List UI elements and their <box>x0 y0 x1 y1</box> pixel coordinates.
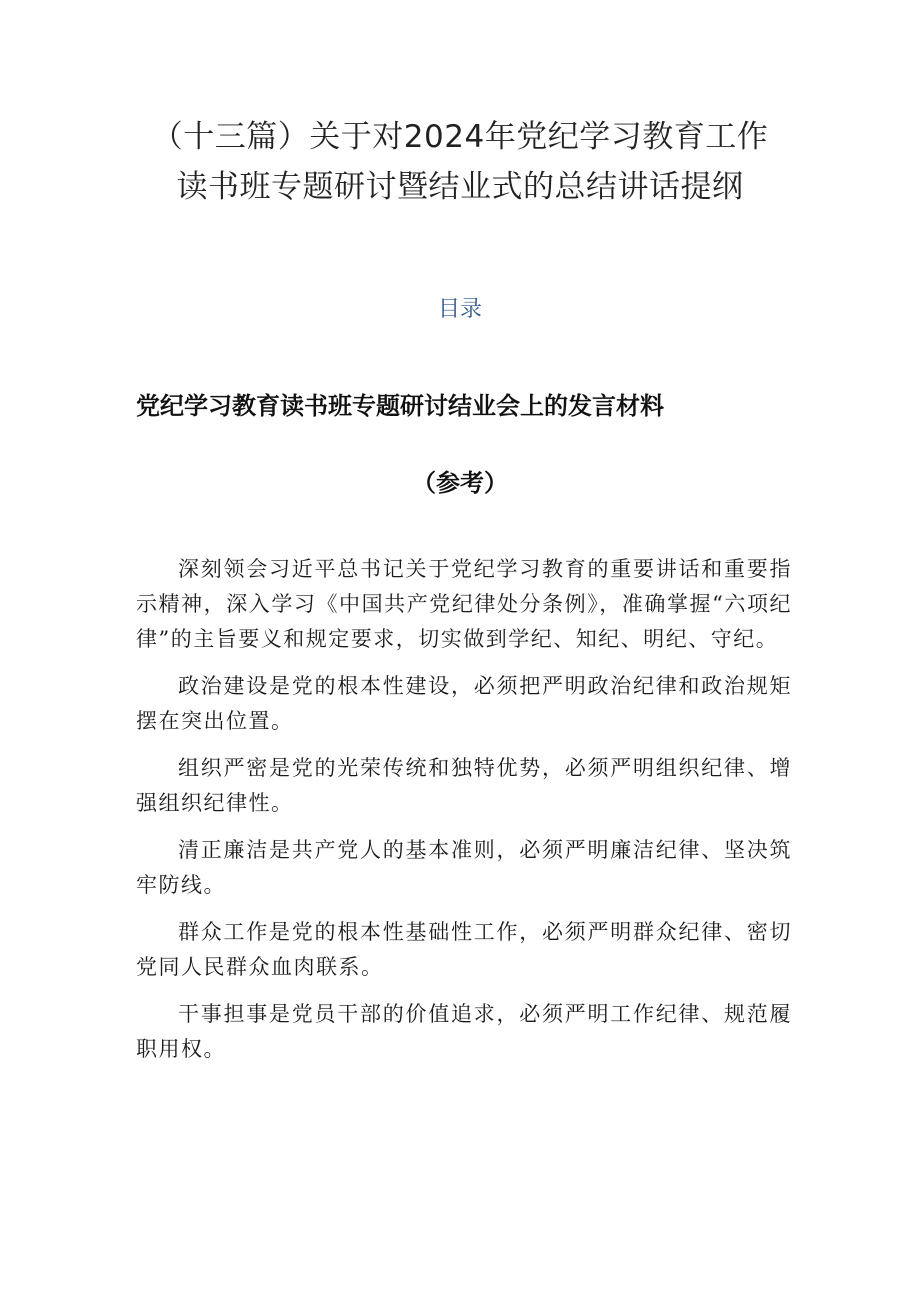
body-paragraph: 清正廉洁是共产党人的基本准则，必须严明廉洁纪律、坚决筑牢防线。 <box>136 838 792 897</box>
document-title: （十三篇）关于对2024年党纪学习教育工作读书班专题研讨暨结业式的总结讲话提纲 <box>151 119 769 205</box>
body-paragraph: 深刻领会习近平总书记关于党纪学习教育的重要讲话和重要指示精神，深入学习《中国共产党纪律处分条例》，准确掌握“六项纪律”的主旨要义和规定要求，切实做到学纪、知纪、明纪、守纪。 <box>136 557 792 651</box>
section-body <box>136 552 792 1079</box>
body-paragraph: 政治建设是党的根本性建设，必须把严明政治纪律和政治规矩摆在突出位置。 <box>136 674 792 733</box>
section-subtitle: （参考） <box>412 469 508 497</box>
section-title: 党纪学习教育读书班专题研讨结业会上的发言材料 <box>136 392 664 420</box>
body-paragraph: 组织严密是党的光荣传统和独特优势，必须严明组织纪律、增强组织纪律性。 <box>136 756 792 815</box>
toc-heading[interactable]: 目录 <box>437 297 482 322</box>
body-paragraph: 干事担事是党员干部的价值追求，必须严明工作纪律、规范履职用权。 <box>136 1002 792 1061</box>
body-paragraph: 群众工作是党的根本性基础性工作，必须严明群众纪律、密切党同人民群众血肉联系。 <box>136 920 792 979</box>
